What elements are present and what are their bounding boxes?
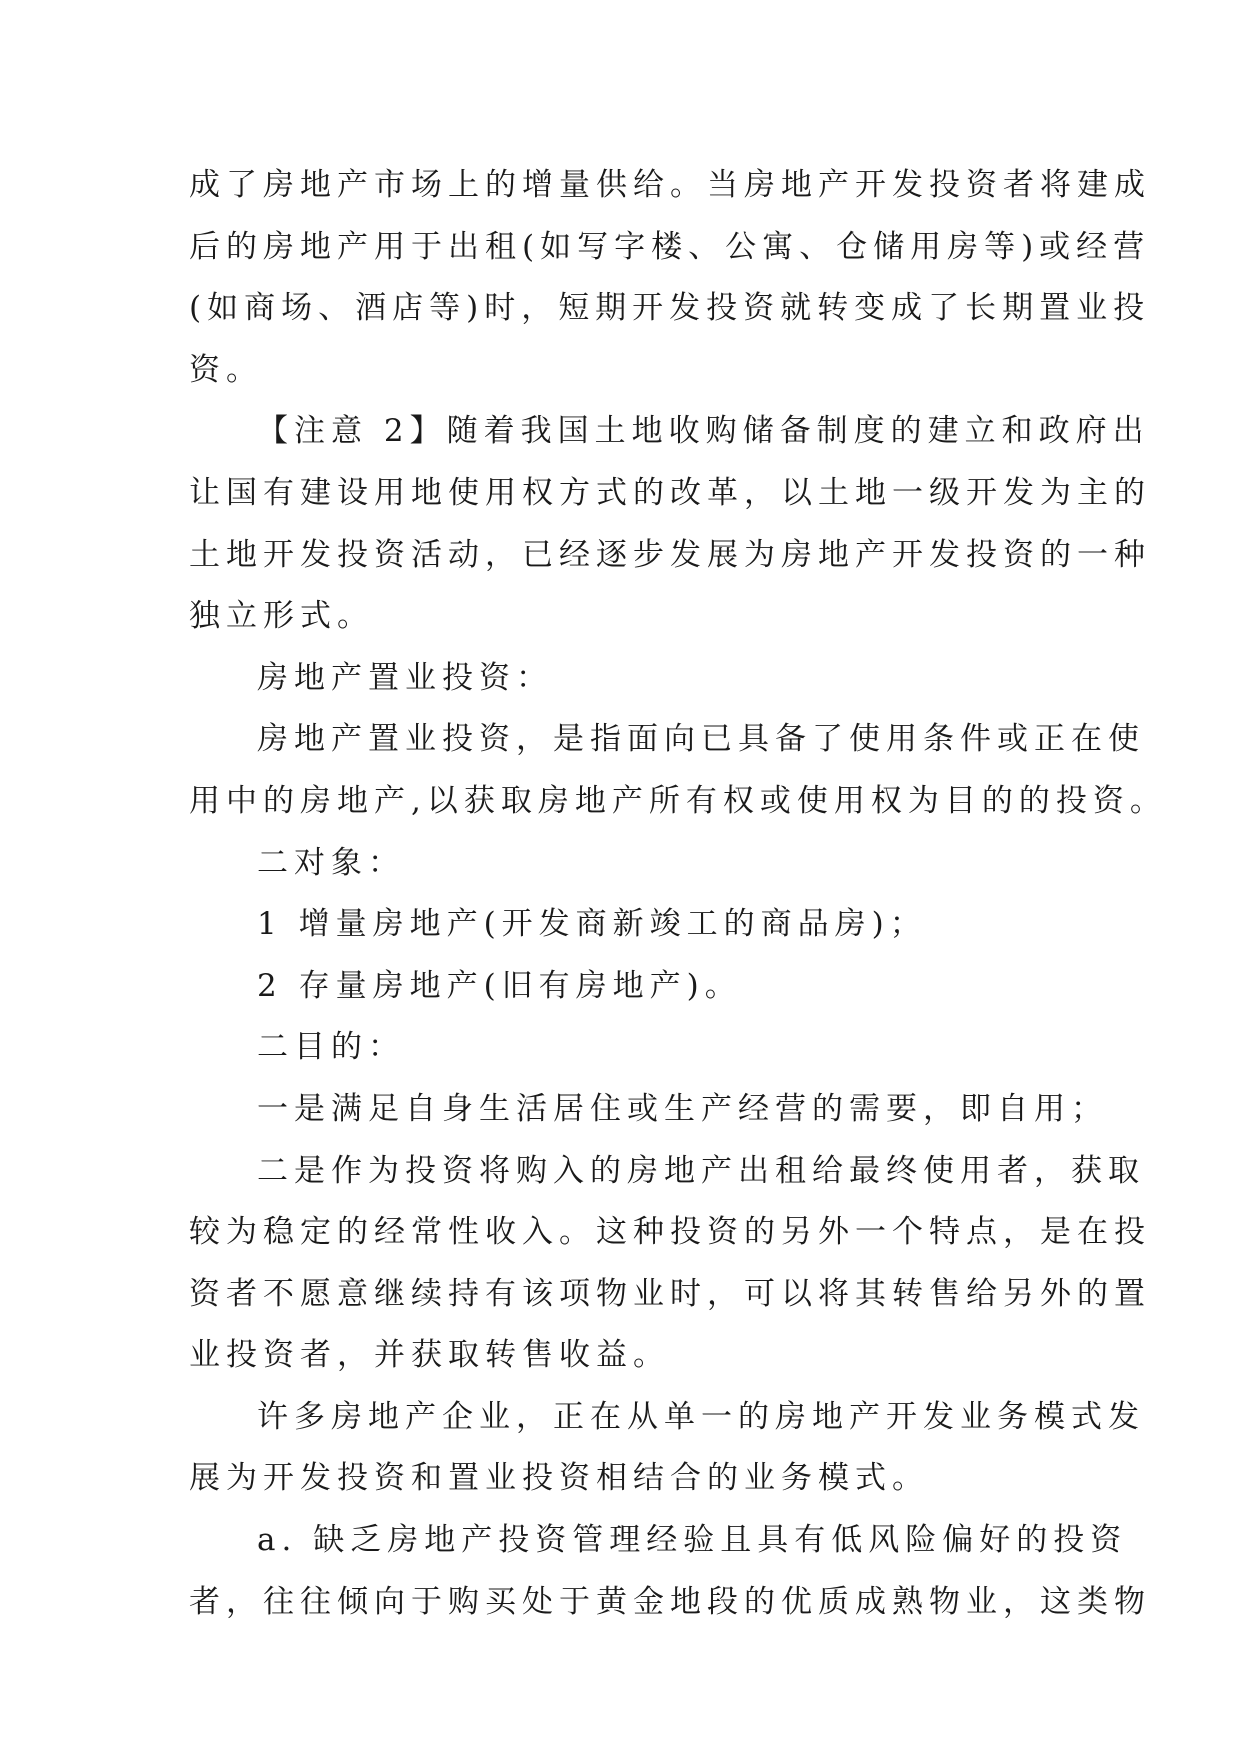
paragraph: [189, 1079, 1108, 1141]
text-line: a. 缺乏房地产投资管理经验且具有低风险偏好的投资: [257, 1522, 1128, 1559]
text-line: 房地产置业投资，是指面向已具备了使用条件或正在使: [257, 721, 1145, 758]
text-line: 【注意 2】随着我国土地收购储备制度的建立和政府出: [257, 413, 1150, 450]
text-line: 独立形式。: [189, 598, 374, 635]
text-line: 二目的：: [257, 1029, 405, 1066]
paragraph: [189, 1141, 1151, 1387]
text-line: 1 增量房地产(开发商新竣工的商品房)；: [257, 906, 927, 943]
text-line: 二是作为投资将购入的房地产出租给最终使用者，获取: [257, 1152, 1145, 1189]
text-line: 二对象：: [257, 844, 405, 881]
paragraph: [189, 648, 1059, 710]
text-line: 者，往往倾向于购买处于黄金地段的优质成熟物业，这类物: [189, 1583, 1151, 1620]
text-line: 后的房地产用于出租(如写字楼、公寓、仓储用房等)或经营: [189, 228, 1151, 265]
text-line: 房地产置业投资：: [257, 659, 553, 696]
paragraph: [189, 1510, 1151, 1633]
text-line: 较为稳定的经常性收入。这种投资的另外一个特点，是在投: [189, 1214, 1151, 1251]
text-line: 资者不愿意继续持有该项物业时，可以将其转售给另外的置: [189, 1275, 1151, 1312]
paragraph: [189, 894, 1059, 956]
paragraph: [189, 1387, 1145, 1510]
paragraph: [189, 709, 1167, 832]
text-line: 业投资者，并获取转售收益。: [189, 1337, 670, 1374]
paragraph: [189, 401, 1151, 647]
text-line: 让国有建设用地使用权方式的改革，以土地一级开发为主的: [189, 474, 1151, 511]
document-body: [189, 155, 1167, 1633]
text-line: 成了房地产市场上的增量供给。当房地产开发投资者将建成: [189, 167, 1151, 203]
paragraph: [189, 956, 1059, 1018]
paragraph: [189, 1017, 1059, 1079]
paragraph: [189, 833, 1059, 895]
paragraph: [189, 155, 1151, 401]
text-line: 土地开发投资活动，已经逐步发展为房地产开发投资的一种: [189, 536, 1151, 573]
text-line: 展为开发投资和置业投资相结合的业务模式。: [189, 1460, 929, 1497]
text-line: 许多房地产企业，正在从单一的房地产开发业务模式发: [257, 1398, 1145, 1435]
text-line: 2 存量房地产(旧有房地产)。: [257, 967, 742, 1004]
text-line: 一是满足自身生活居住或生产经营的需要，即自用；: [257, 1090, 1108, 1127]
text-line: 资。: [189, 351, 263, 388]
text-line: 用中的房地产,以获取房地产所有权或使用权为目的的投资。: [189, 782, 1167, 819]
text-line: (如商场、酒店等)时，短期开发投资就转变成了长期置业投: [189, 290, 1151, 327]
